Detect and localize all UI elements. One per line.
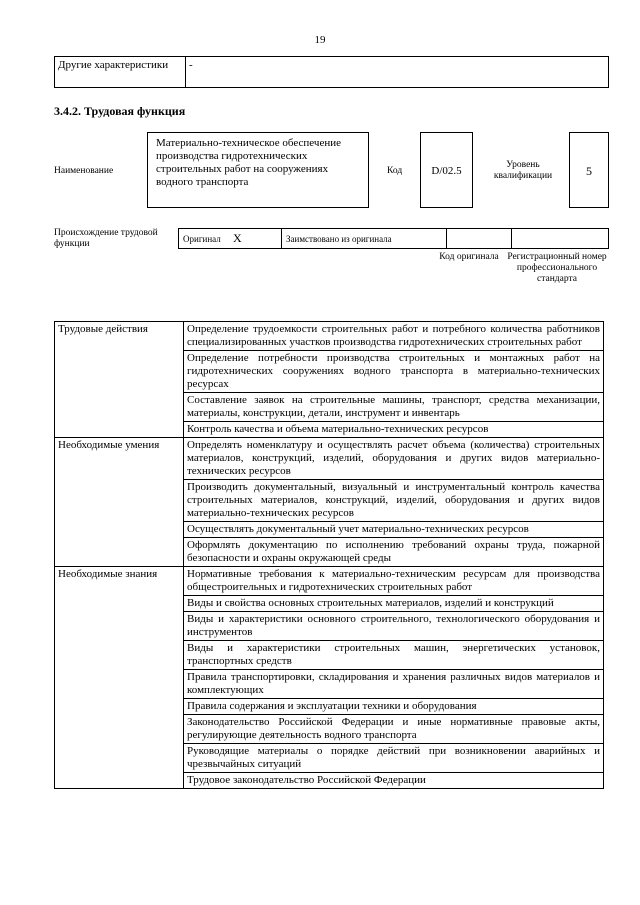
table-row (55, 438, 604, 480)
origin-original-cell (179, 229, 282, 249)
registration-number-cell (512, 229, 609, 249)
reg-caption: Регистрационный номер профессионального стандарта (507, 252, 607, 284)
item-cell: Правила содержания и эксплуатации техники и оборудования (184, 699, 604, 715)
item-cell: Производить документальный, визуальный и инструментальный контроль качества строительных материалов, конструкций, изделий, оборудования и других видов материально-технических ресурсов (184, 480, 604, 522)
item-cell: Правила транспортировки, складирования и хранения различных видов материалов и комплектующих (184, 670, 604, 699)
item-cell: Осуществлять документальный учет материально-технических ресурсов (184, 522, 604, 538)
name-label: Наименование (54, 166, 114, 176)
original-mark: X (232, 231, 242, 245)
borrowed-label: Заимствовано из оригинала (282, 229, 447, 249)
other-characteristics-label: Другие характеристики (55, 57, 186, 88)
item-cell: Составление заявок на строительные машины, транспорт, средства механизации, материалы, конструкции, детали, инструмент и инвентарь (184, 393, 604, 422)
table-row (55, 567, 604, 596)
original-label: Оригинал (183, 234, 221, 244)
item-cell: Трудовое законодательство Российской Федерации (184, 773, 604, 789)
function-name: Материально-техническое обеспечение производства гидротехнических строительных работ на сооружениях водного транспорта (147, 132, 369, 208)
function-code: D/02.5 (420, 132, 473, 208)
page-number: 19 (314, 34, 326, 46)
item-cell: Определение потребности производства строительных и монтажных работ на гидротехнических сооружениях водного транспорта в материально-технических ресурсах (184, 351, 604, 393)
category-cell: Необходимые умения (55, 438, 184, 567)
item-cell: Виды и характеристики строительных машин, энергетических установок, транспортных средств (184, 641, 604, 670)
qualification-level: 5 (569, 132, 609, 208)
other-characteristics-table (54, 56, 609, 88)
code-label: Код (387, 166, 403, 176)
item-cell: Определять номенклатуру и осуществлять расчет объема (количества) строительных материалов, конструкций, изделий, оборудования и других видов материально-технических ресурсов (184, 438, 604, 480)
category-cell: Трудовые действия (55, 322, 184, 438)
item-cell: Руководящие материалы о порядке действий при возникновении аварийных и чрезвычайных ситуаций (184, 744, 604, 773)
original-code-cell (447, 229, 512, 249)
item-cell: Определение трудоемкости строительных работ и потребного количества работников специализированных участков производства гидротехнических строительных работ (184, 322, 604, 351)
function-details-table (54, 321, 604, 789)
origin-table (178, 228, 609, 249)
category-cell: Необходимые знания (55, 567, 184, 789)
section-title: 3.4.2. Трудовая функция (54, 104, 186, 118)
item-cell: Оформлять документацию по исполнению требований охраны труда, пожарной безопасности и охраны окружающей среды (184, 538, 604, 567)
item-cell: Законодательство Российской Федерации и иные нормативные правовые акты, регулирующие деятельность водного транспорта (184, 715, 604, 744)
other-characteristics-value: - (186, 57, 609, 88)
item-cell: Виды и характеристики основного строительного, технологического оборудования и инструментов (184, 612, 604, 641)
item-cell: Нормативные требования к материально-техническим ресурсам для производства общестроительных и гидротехнических строительных работ (184, 567, 604, 596)
code-caption: Код оригинала (439, 252, 499, 262)
item-cell: Контроль качества и объема материально-технических ресурсов (184, 422, 604, 438)
origin-label: Происхождение трудовой функции (54, 228, 158, 249)
table-row (55, 322, 604, 351)
level-label: Уровень квалификации (493, 160, 553, 181)
item-cell: Виды и свойства основных строительных материалов, изделий и конструкций (184, 596, 604, 612)
